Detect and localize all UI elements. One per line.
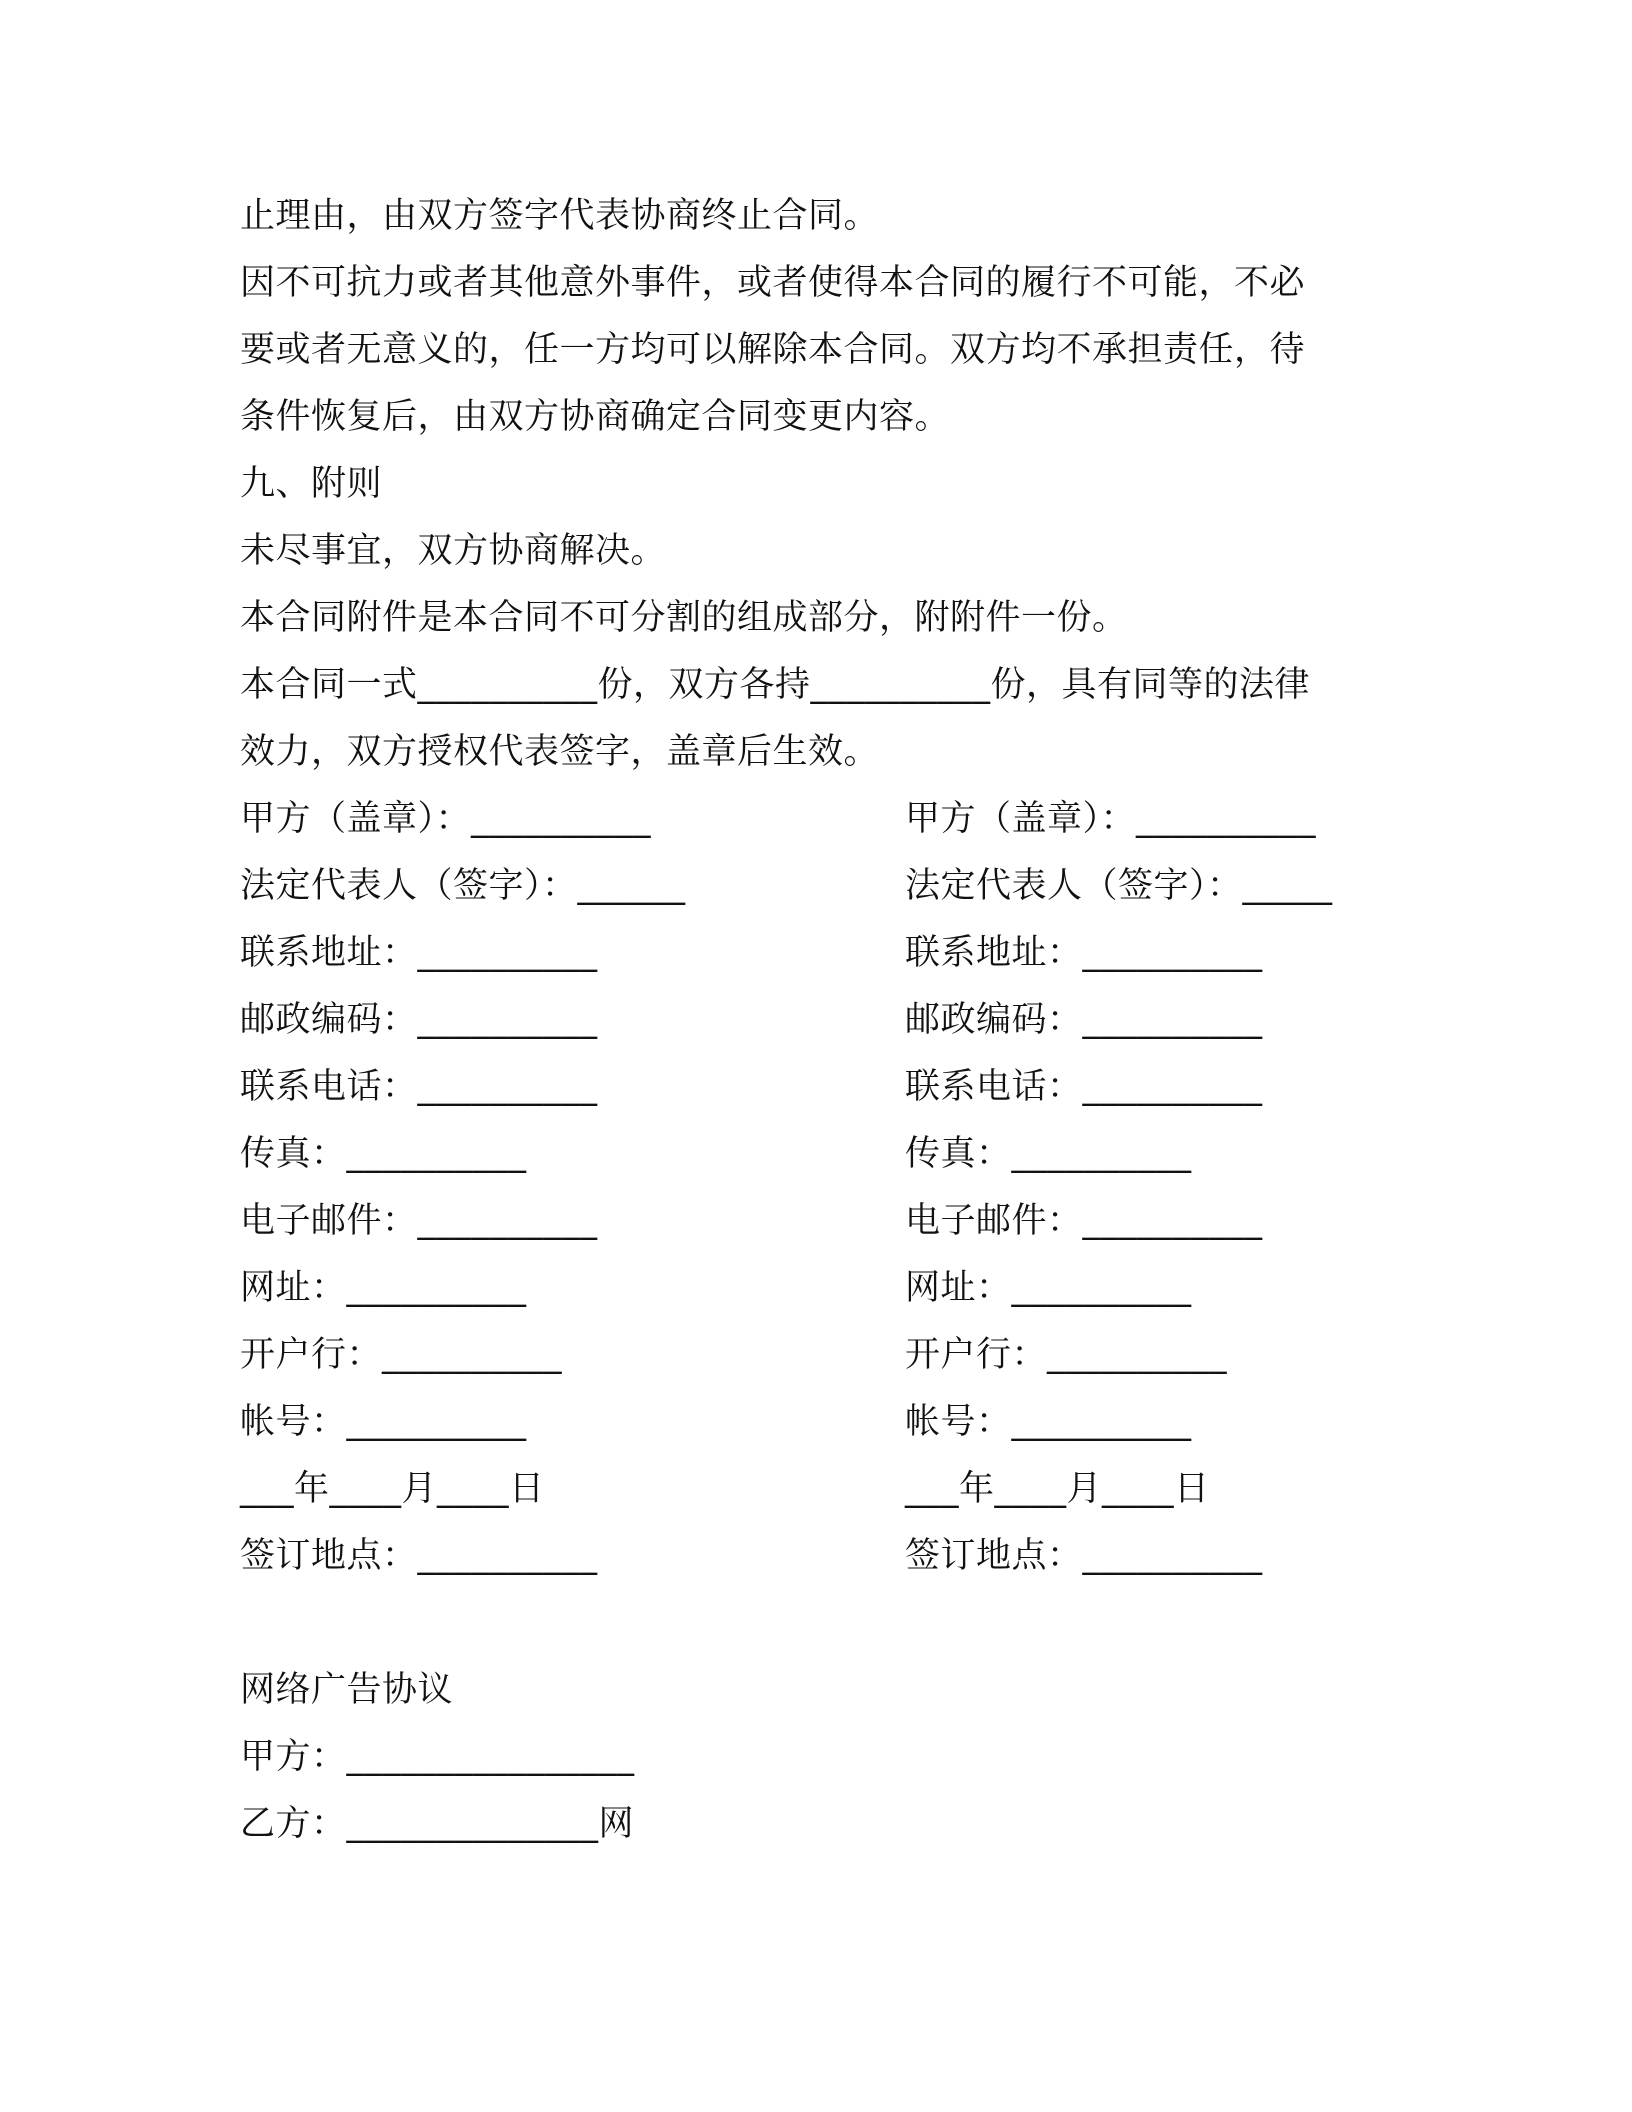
right-sign-field: 法定代表人（签字）：_____ xyxy=(905,866,1333,906)
body-line: 条件恢复后，由双方协商确定合同变更内容。 xyxy=(240,397,951,437)
body-line: 因不可抗力或者其他意外事件，或者使得本合同的履行不可能，不必 xyxy=(240,263,1306,303)
party-b-field: 乙方：______________网 xyxy=(240,1804,635,1844)
right-sign-field: 电子邮件：__________ xyxy=(905,1201,1263,1241)
body-line: 本合同附件是本合同不可分割的组成部分，附附件一份。 xyxy=(240,598,1128,638)
right-sign-field: 联系地址：__________ xyxy=(905,933,1263,973)
left-sign-field: 邮政编码：__________ xyxy=(240,1000,598,1040)
body-line: 要或者无意义的，任一方均可以解除本合同。双方均不承担责任，待 xyxy=(240,330,1306,370)
body-line: 止理由，由双方签字代表协商终止合同。 xyxy=(240,196,880,236)
left-sign-field: 联系电话：__________ xyxy=(240,1067,598,1107)
left-sign-field: 联系地址：__________ xyxy=(240,933,598,973)
left-sign-date: ___年____月____日 xyxy=(240,1469,545,1509)
left-sign-field: 网址：__________ xyxy=(240,1268,527,1308)
body-line: 效力，双方授权代表签字，盖章后生效。 xyxy=(240,732,880,772)
right-sign-field: 签订地点：__________ xyxy=(905,1536,1263,1576)
right-sign-date: ___年____月____日 xyxy=(905,1469,1210,1509)
right-sign-field: 甲方（盖章）：__________ xyxy=(905,799,1317,839)
right-sign-field: 联系电话：__________ xyxy=(905,1067,1263,1107)
section-heading: 九、附则 xyxy=(240,464,383,504)
left-sign-field: 电子邮件：__________ xyxy=(240,1201,598,1241)
party-a-field: 甲方：________________ xyxy=(240,1737,635,1777)
next-section-title: 网络广告协议 xyxy=(240,1670,454,1710)
right-sign-field: 帐号：__________ xyxy=(905,1402,1192,1442)
body-line: 本合同一式__________份，双方各持__________份，具有同等的法律 xyxy=(240,665,1311,705)
right-sign-field: 网址：__________ xyxy=(905,1268,1192,1308)
right-sign-field: 开户行：__________ xyxy=(905,1335,1228,1375)
left-sign-field: 法定代表人（签字）：______ xyxy=(240,866,686,906)
left-sign-field: 开户行：__________ xyxy=(240,1335,563,1375)
left-sign-field: 甲方（盖章）：__________ xyxy=(240,799,652,839)
left-sign-field: 传真：__________ xyxy=(240,1134,527,1174)
left-sign-field: 签订地点：__________ xyxy=(240,1536,598,1576)
right-sign-field: 传真：__________ xyxy=(905,1134,1192,1174)
right-sign-field: 邮政编码：__________ xyxy=(905,1000,1263,1040)
body-line: 未尽事宜，双方协商解决。 xyxy=(240,531,667,571)
left-sign-field: 帐号：__________ xyxy=(240,1402,527,1442)
